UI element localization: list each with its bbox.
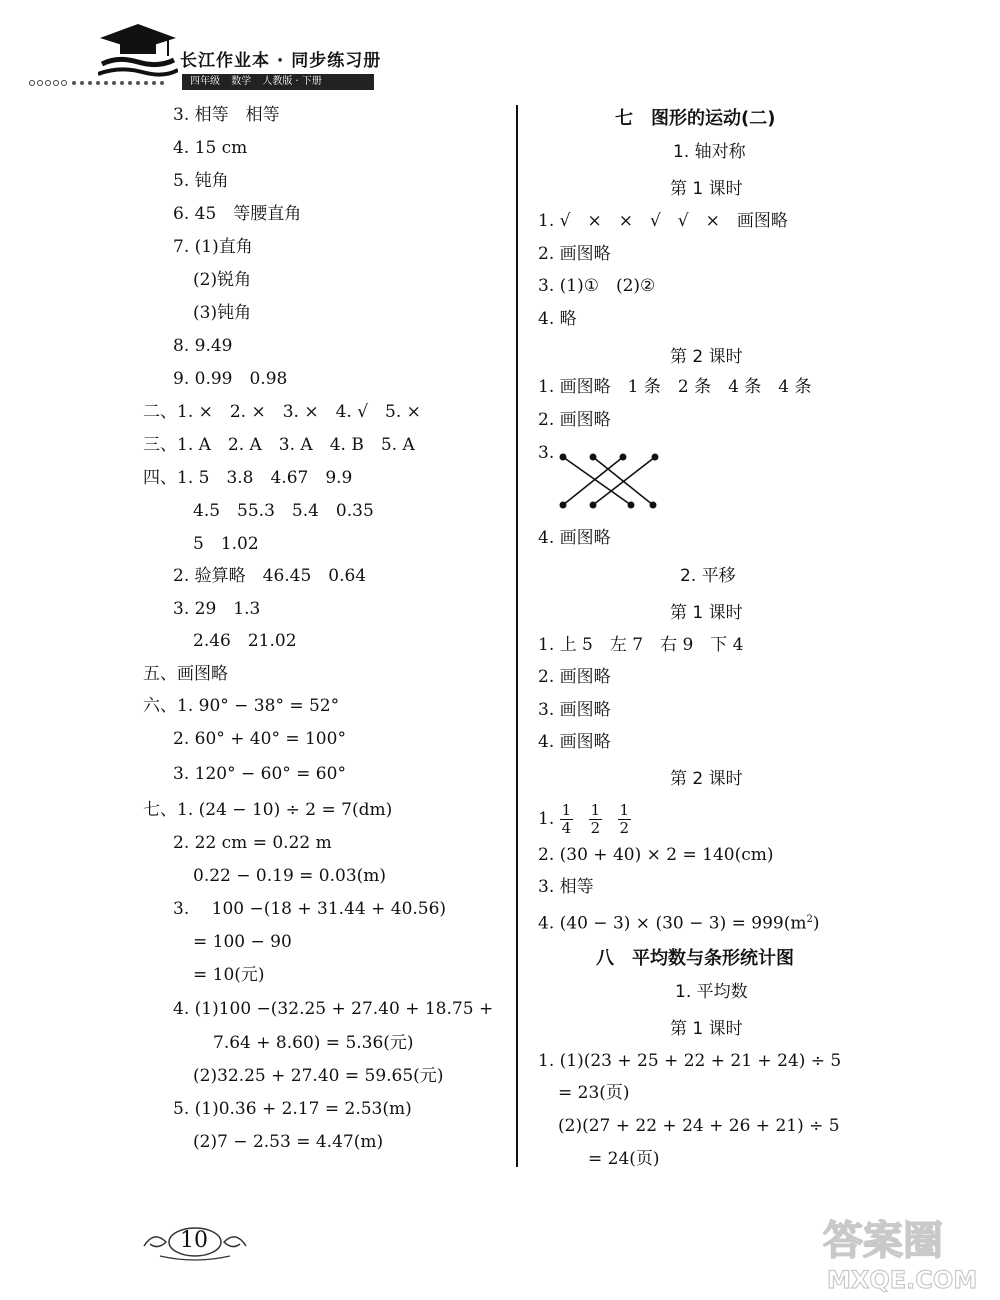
answer-line: 9. 0.99 0.98 [173,369,288,389]
edition-label: 人教版 · 下册 [262,76,322,87]
answer-line: 4. 画图略 [538,732,611,752]
answer-line: = 10(元) [193,965,265,985]
answer-line: (2)锐角 [193,270,252,290]
page-number-ornament [140,1222,250,1262]
answer-line: 四、1. 5 3.8 4.67 9.9 [143,468,353,488]
answer-number: 1. [538,809,555,829]
answer-line: (3)钝角 [193,303,252,323]
lesson-1-title: 第 1 课时 [670,603,743,623]
answer-line: 3. 29 1.3 [173,599,261,619]
fraction-denominator: 2 [619,819,630,837]
answer-line: 5. 钝角 [173,171,229,191]
answer-line: 5 1.02 [193,534,259,554]
fraction [560,802,574,837]
answer-line: 2. 画图略 [538,410,611,430]
crossed-lines-figure [555,445,665,517]
lesson-1-title: 第 1 课时 [670,1019,743,1039]
answer-line: (2)32.25 + 27.40 = 59.65(元) [193,1066,444,1086]
answer-line: 6. 45 等腰直角 [173,204,302,224]
book-header [20,18,380,88]
fraction [589,802,603,837]
book-title: 长江作业本 · 同步练习册 [180,51,382,71]
answer-line: 1. 上 5 左 7 右 9 下 4 [538,635,744,655]
answer-line: (2)(27 + 22 + 24 + 26 + 21) ÷ 5 [558,1116,840,1136]
answer-line: = 100 − 90 [193,932,292,952]
watermark-text-bottom: MXQE.COM [827,1266,978,1294]
watermark-text-top: 答案圈 [823,1218,943,1264]
answer-line: 8. 9.49 [173,336,233,356]
lesson-2-title: 第 2 课时 [670,347,743,367]
answer-line: 2. 验算略 46.45 0.64 [173,566,367,586]
answer-line: 2. 画图略 [538,244,611,264]
answer-line: 4. (1)100 −(32.25 + 27.40 + 18.75 + [173,999,494,1019]
answer-line: 0.22 − 0.19 = 0.03(m) [193,866,387,886]
answer-line: 六、1. 90° − 38° = 52° [143,696,340,716]
fraction-denominator: 2 [590,819,601,837]
page-number: 10 [180,1228,208,1253]
fraction-numerator: 1 [590,801,601,819]
area-expression: 4. (40 − 3) × (30 − 3) = 999(m [538,913,807,934]
subject-label: 数学 [231,76,252,87]
answer-line: 3. (1)① (2)② [538,276,656,296]
watermark-logo [815,1210,995,1294]
answer-line: 2. 22 cm = 0.22 m [173,833,332,853]
graduation-cap-logo-icon [98,22,178,82]
answer-line: 1. 画图略 1 条 2 条 4 条 4 条 [538,377,812,397]
answer-line: = 24(页) [588,1149,660,1169]
answer-line: 2. (30 + 40) × 2 = 140(cm) [538,845,774,865]
answer-line: 3. 相等 相等 [173,105,280,125]
answer-line: 4. 15 cm [173,138,248,158]
answer-line: 二、1. × 2. × 3. × 4. √ 5. × [143,402,421,422]
chapter-8-title: 八 平均数与条形统计图 [596,948,794,969]
fraction-numerator: 1 [561,801,572,819]
answer-line: = 23(页) [558,1083,630,1103]
superscript: 2 [806,914,813,925]
answer-line: 3. 100 −(18 + 31.44 + 40.56) [173,899,447,919]
answer-line: 七、1. (24 − 10) ÷ 2 = 7(dm) [143,800,393,820]
answer-line: 五、画图略 [143,664,228,684]
answer-line: 1. (1)(23 + 25 + 22 + 21 + 24) ÷ 5 [538,1051,842,1071]
chapter-7-title: 七 图形的运动(二) [615,108,776,129]
answer-line: 4. 画图略 [538,528,611,548]
answer-line: 4.5 55.3 5.4 0.35 [193,501,374,521]
section-translation-title: 2. 平移 [680,566,736,586]
answer-line: 3. 画图略 [538,700,611,720]
answer-line: 3. 相等 [538,877,594,897]
section-axis-symmetry-title: 1. 轴对称 [673,142,746,162]
fraction-answer-line [538,800,641,838]
column-divider [516,105,518,1167]
answer-line: 1. √ × × √ √ × 画图略 [538,211,788,231]
lesson-1-title: 第 1 课时 [670,179,743,199]
closing-paren: ) [812,913,820,934]
fraction-numerator: 1 [619,801,630,819]
answer-line: 5. (1)0.36 + 2.17 = 2.53(m) [173,1099,412,1119]
grade-label: 四年级 [190,76,220,87]
section-average-title: 1. 平均数 [675,982,748,1002]
answer-line: 2.46 21.02 [193,631,297,651]
answer-line: 2. 60° + 40° = 100° [173,729,346,749]
answer-line: 4. 略 [538,309,577,329]
answer-line: 三、1. A 2. A 3. A 4. B 5. A [143,435,415,455]
answer-line: 7. (1)直角 [173,237,253,257]
answer-line: (2)7 − 2.53 = 4.47(m) [193,1132,384,1152]
fraction-denominator: 4 [561,819,572,837]
book-subtitle-bar [182,74,374,90]
answer-line: 3. 120° − 60° = 60° [173,764,346,784]
answer-line: 3. [538,443,555,463]
answer-line: 7.64 + 8.60) = 5.36(元) [213,1033,414,1053]
fraction [618,802,632,837]
answer-line-area [538,909,819,935]
lesson-2-title: 第 2 课时 [670,769,743,789]
answer-line: 2. 画图略 [538,667,611,687]
